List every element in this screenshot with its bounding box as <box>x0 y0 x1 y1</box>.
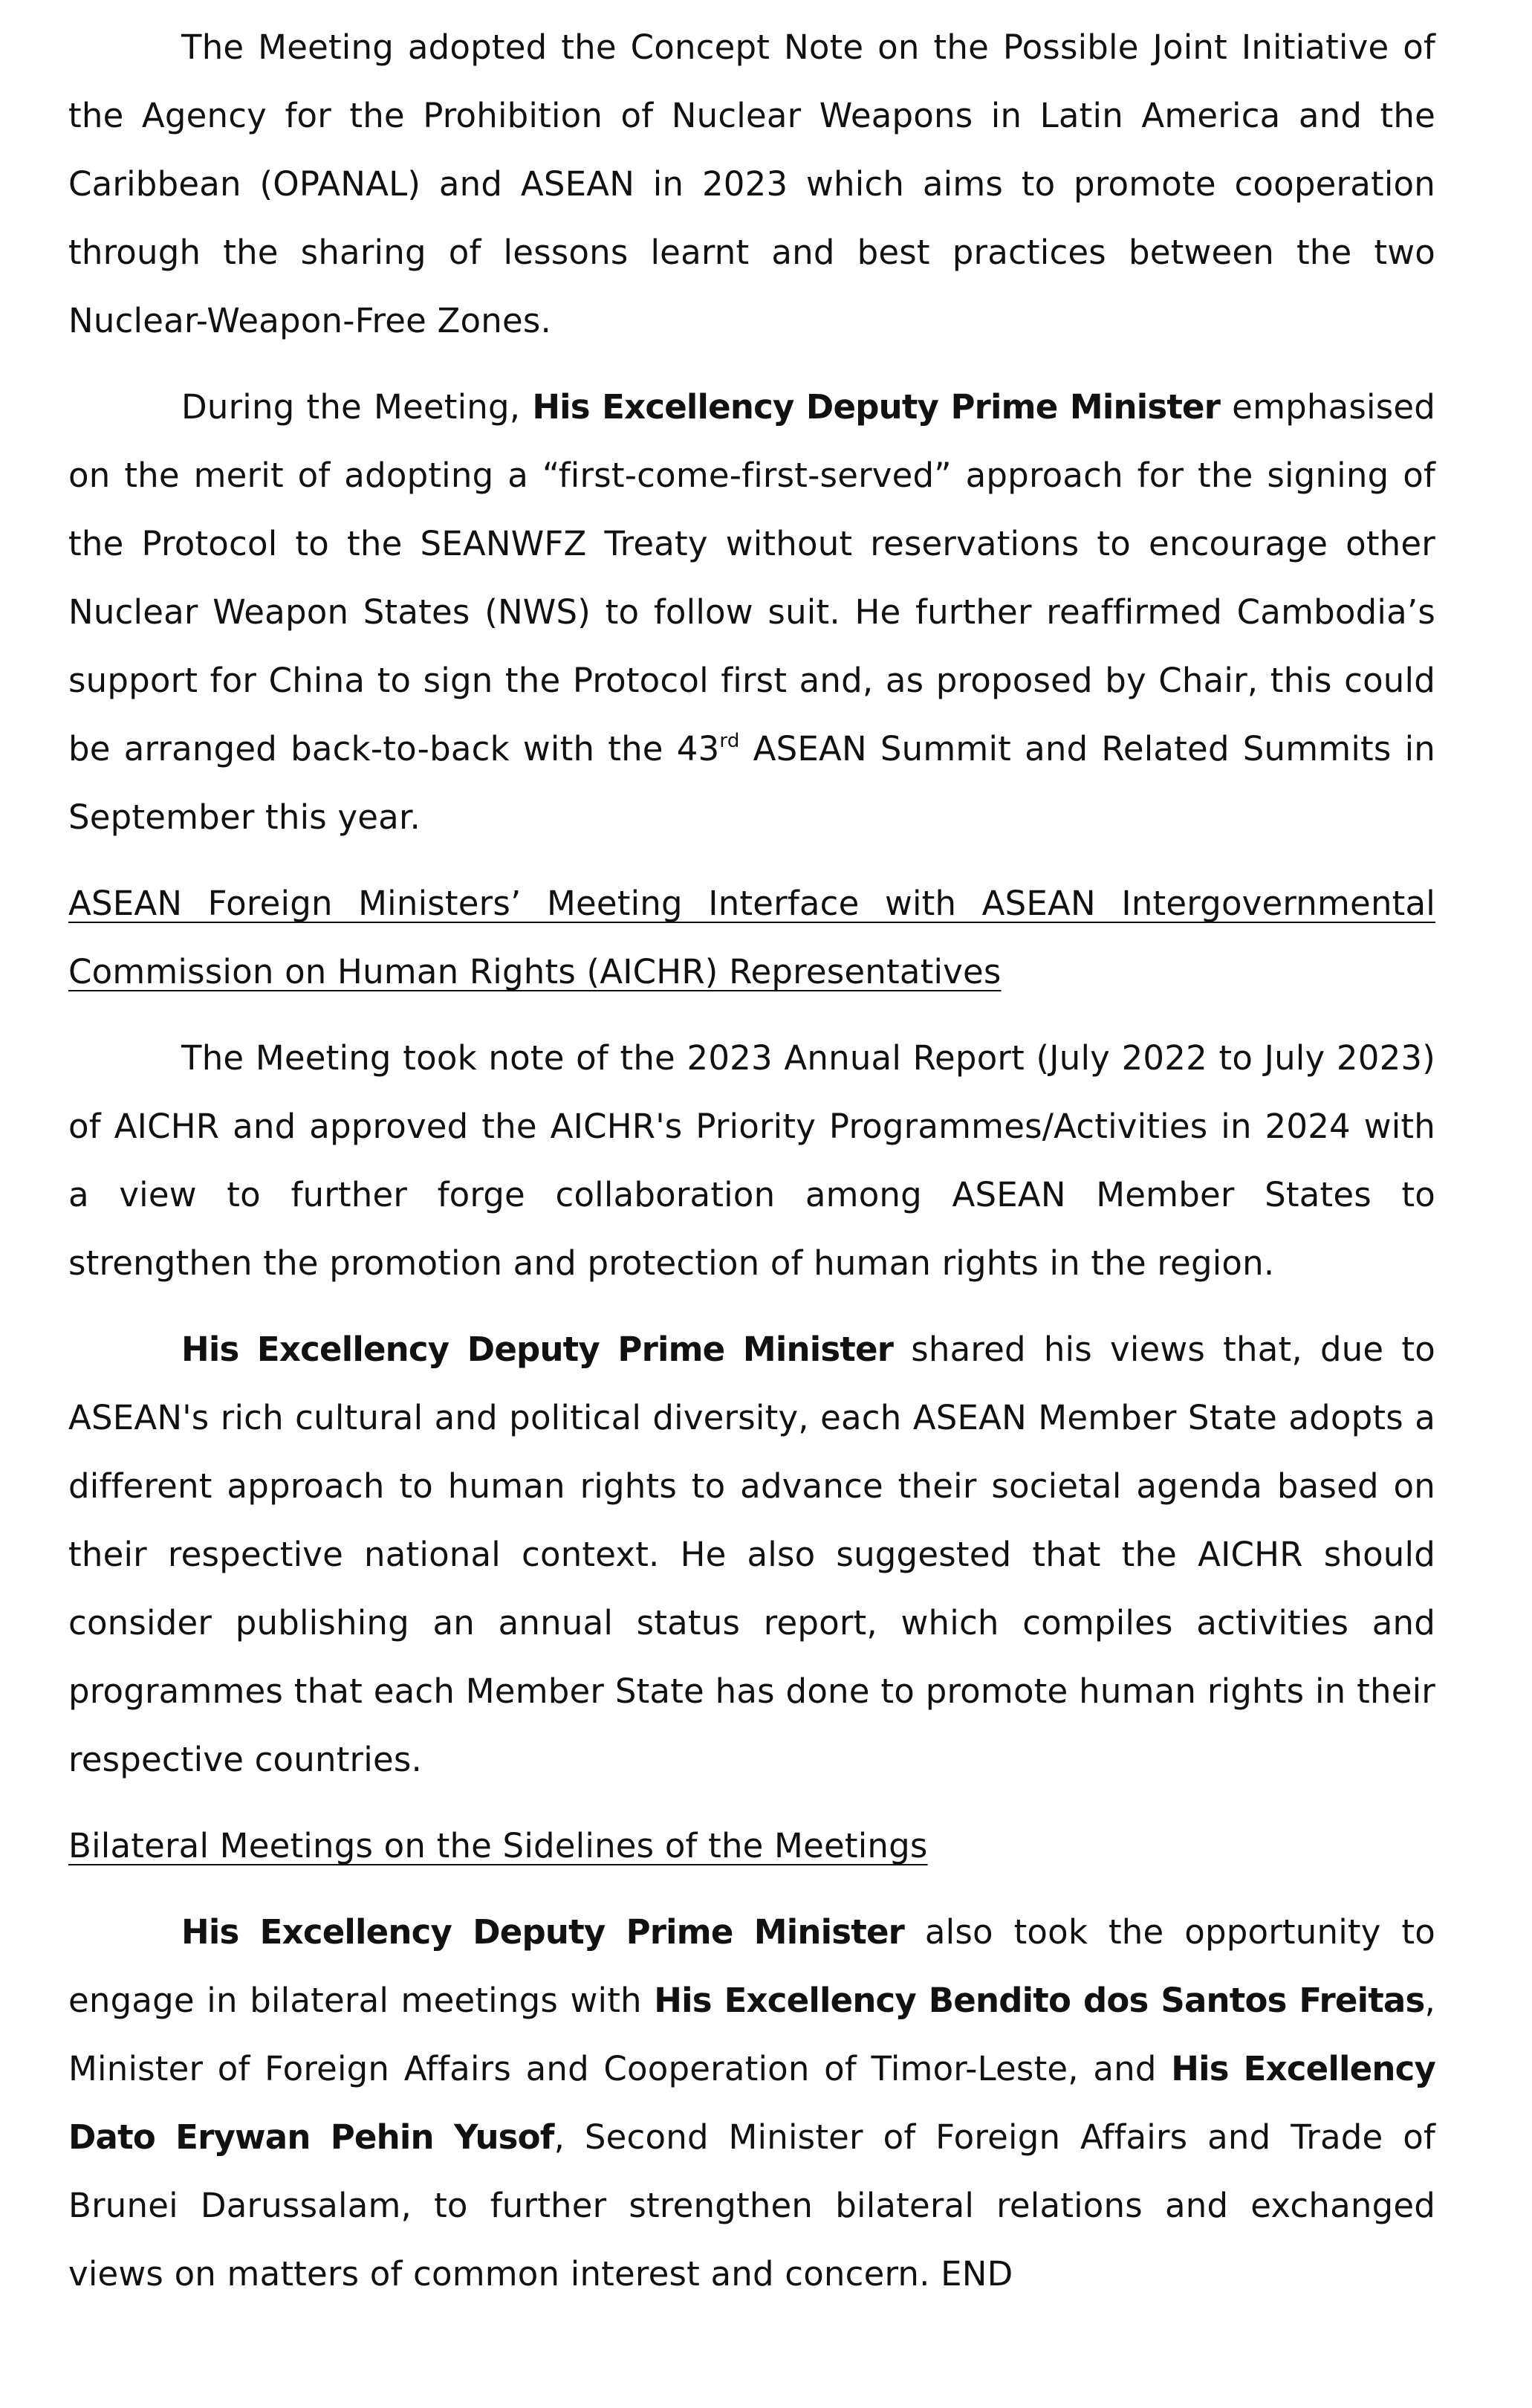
bold-name-deputy-prime-minister: His Excellency Deputy Prime Minister <box>181 1912 905 1952</box>
paragraph-human-rights-views <box>68 1315 1435 1794</box>
paragraph-text: During the Meeting, <box>181 387 533 427</box>
paragraph-text: The Meeting adopted the Concept Note on the Possible Joint Initiative of the Agency for the Prohibition of Nuclear Weapons in Latin America and the Caribbean (OPANAL) and ASEAN in 2023 which aims to promote cooperation through the sharing of lessons learnt and best practices between the two Nuclear-Weapon-Free Zones. <box>68 27 1435 340</box>
paragraph-text: ASEAN Summit and Related Summits in September this year. <box>68 729 1436 837</box>
paragraph-text: emphasised on the merit of adopting a “first-come-first-served” approach for the signing of the Protocol to the SEANWFZ Treaty without reservations to encourage other Nuclear Weapon States (NWS) to follow suit. He further reaffirmed Cambodia’s support for China to sign the Protocol first and, as proposed by Chair, this could be arranged back-to-back with the 43 <box>68 387 1436 768</box>
paragraph-text: , Minister of Foreign Affairs and Cooperation of Timor-Leste, and <box>68 1981 1435 2088</box>
paragraph-aichr-annual-report <box>68 1024 1435 1298</box>
bold-name-deputy-prime-minister: His Excellency Deputy Prime Minister <box>532 387 1221 427</box>
ordinal-superscript: rd <box>719 730 740 752</box>
section-heading-bilateral-meetings <box>68 1812 1435 1880</box>
bold-name-deputy-prime-minister: His Excellency Deputy Prime Minister <box>181 1330 894 1369</box>
paragraph-text: , Second Minister of Foreign Affairs and Trade of Brunei Darussalam, to further strengthen bilateral relations and exchanged views on matters of common interest and concern. END <box>68 2117 1435 2294</box>
paragraph-text: also took the opportunity to engage in bilateral meetings with <box>68 1912 1436 2020</box>
document-page <box>68 13 1435 2326</box>
heading-text: ASEAN Foreign Ministers’ Meeting Interface with ASEAN Intergovernmental Commission on Human Rights (AICHR) Representatives <box>68 884 1435 991</box>
paragraph-bilateral-meetings <box>68 1898 1435 2308</box>
paragraph-opanal-concept-note <box>68 13 1435 355</box>
paragraph-seanwfz-protocol <box>68 373 1435 852</box>
paragraph-text: shared his views that, due to ASEAN's rich cultural and political diversity, each ASEAN Member State adopts a different approach to human rights to advance their societal agenda based on their respective national context. He also suggested that the AICHR should consider publishing an annual status report, which compiles activities and programmes that each Member State has done to promote human rights in their respective countries. <box>68 1330 1435 1779</box>
paragraph-text: The Meeting took note of the 2023 Annual Report (July 2022 to July 2023) of AICHR and approved the AICHR's Priority Programmes/Activities in 2024 with a view to further forge collaboration among ASEAN Member States to strengthen the promotion and protection of human rights in the region. <box>68 1038 1435 1283</box>
bold-name-bendito-freitas: His Excellency Bendito dos Santos Freitas <box>654 1981 1425 2020</box>
heading-text: Bilateral Meetings on the Sidelines of the Meetings <box>68 1826 928 1865</box>
section-heading-aichr <box>68 870 1435 1006</box>
bold-name-erywan-yusof: His Excellency Dato Erywan Pehin Yusof <box>68 2049 1435 2157</box>
